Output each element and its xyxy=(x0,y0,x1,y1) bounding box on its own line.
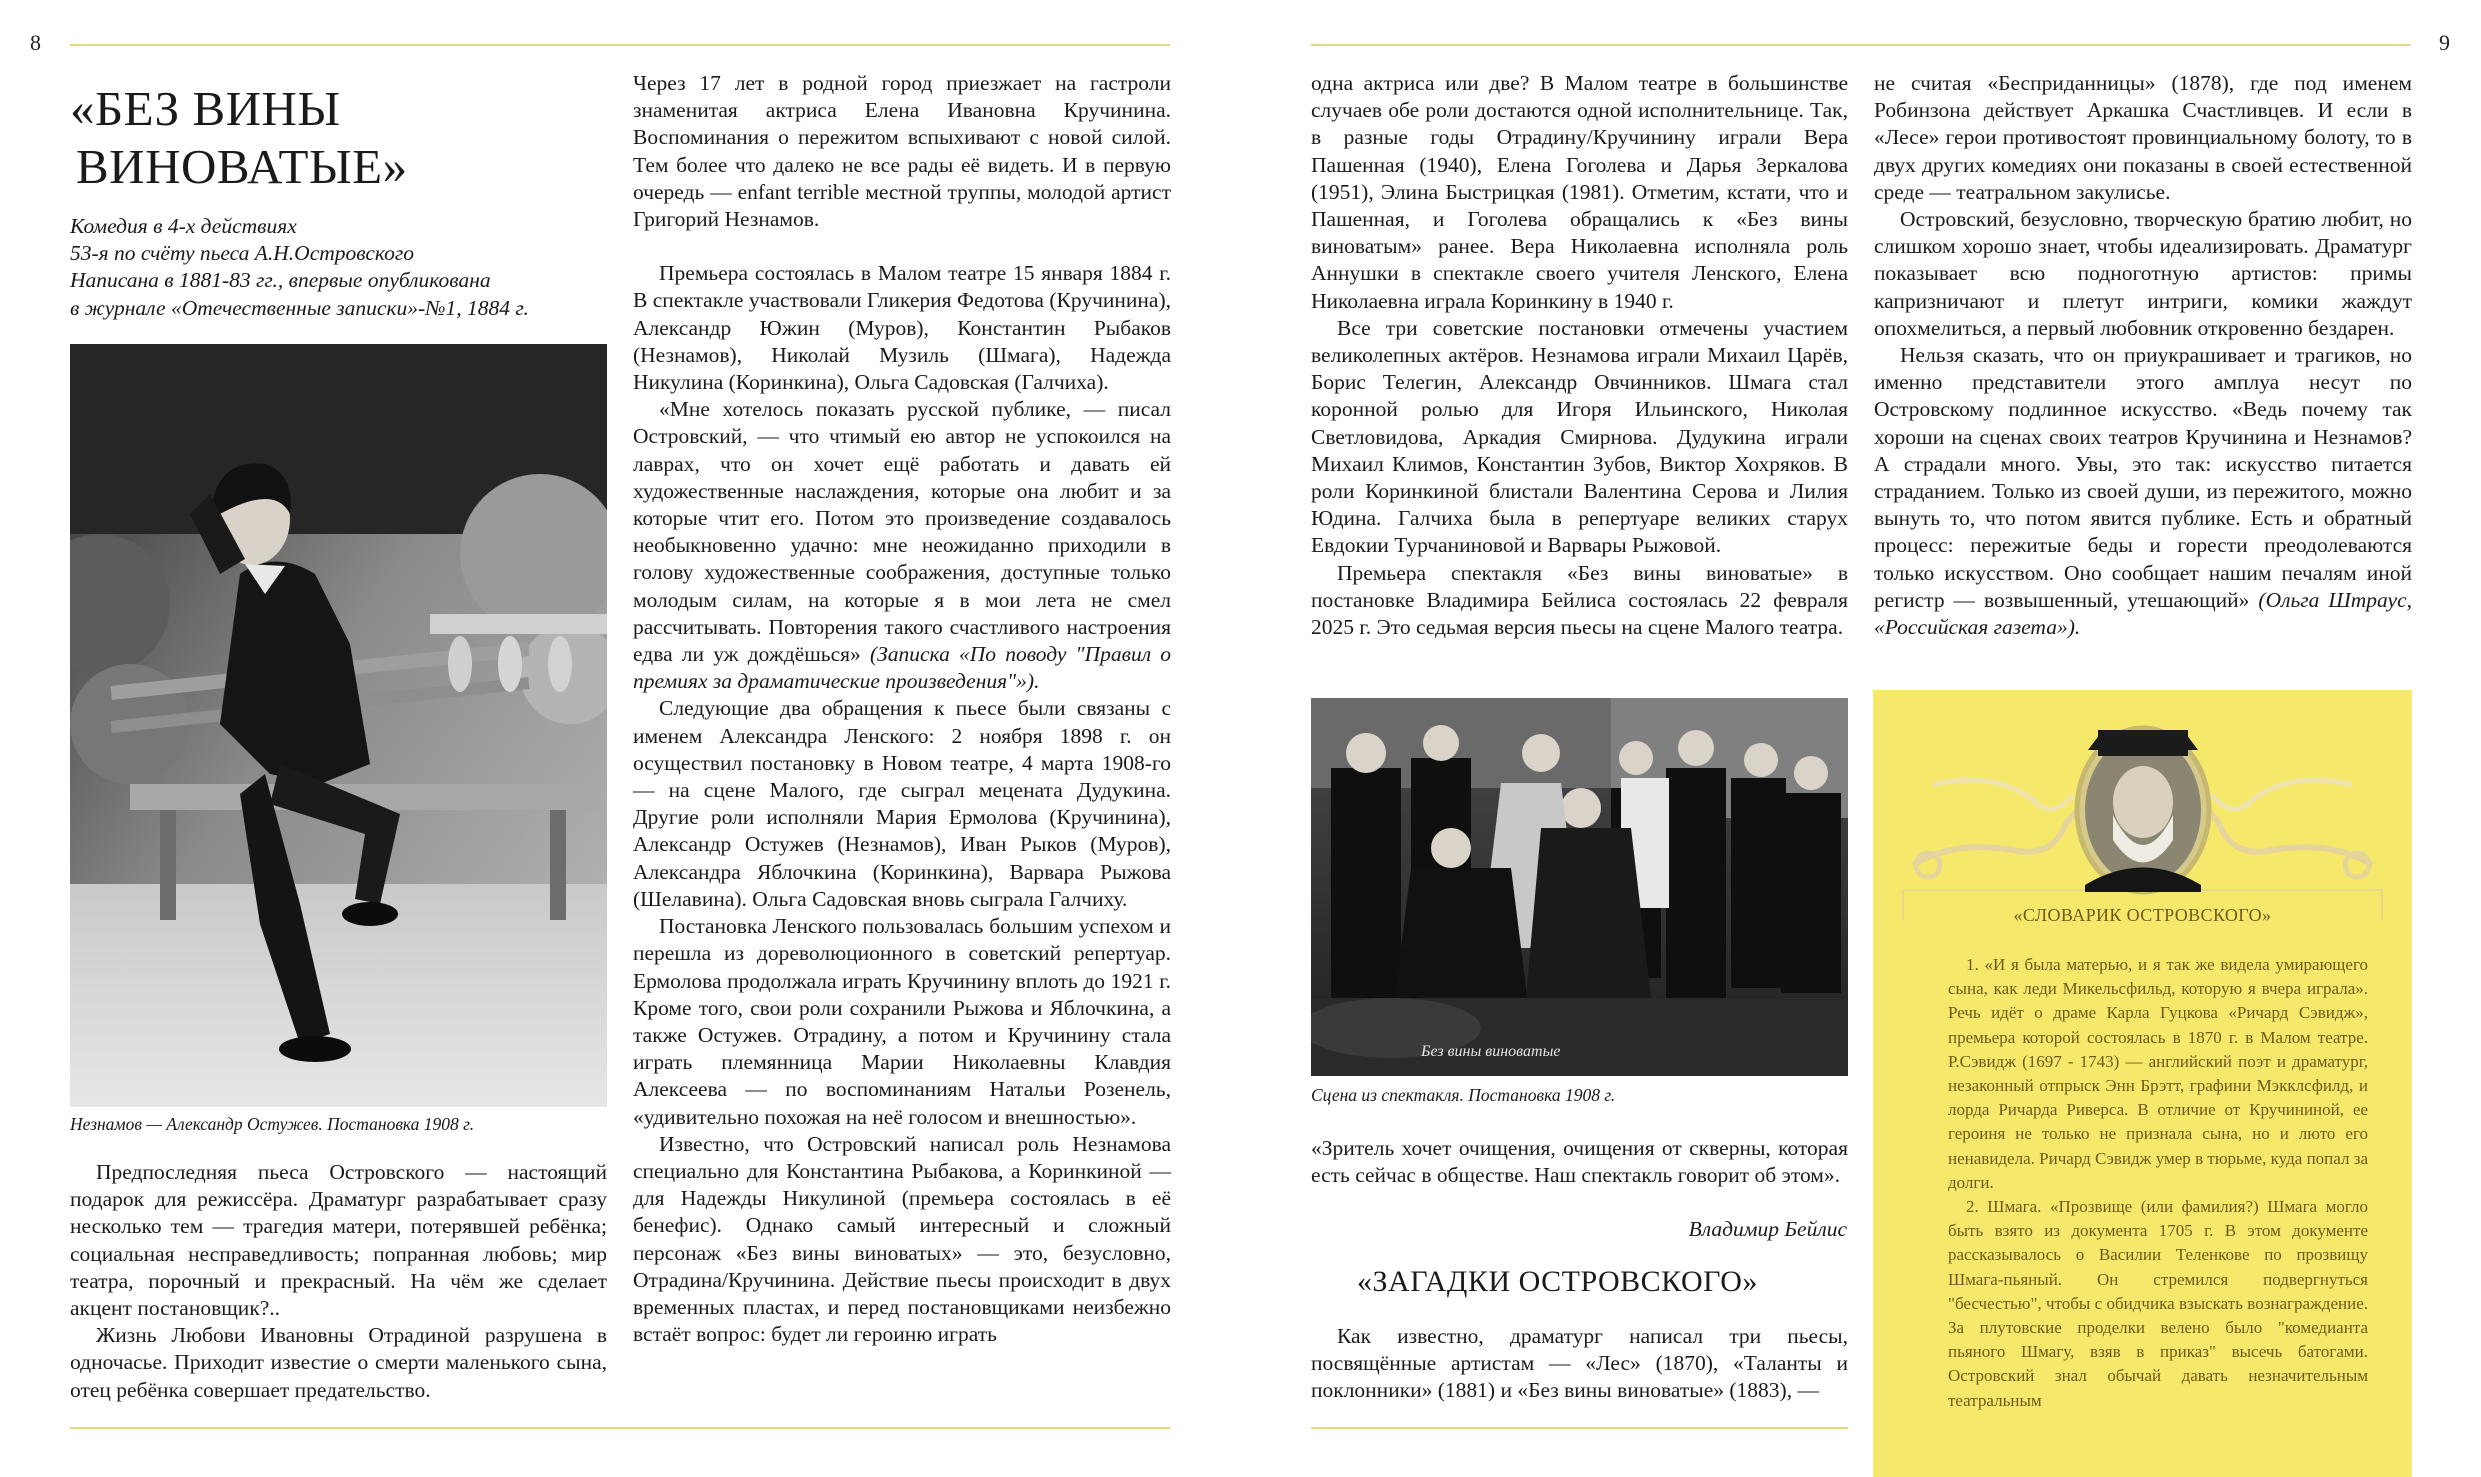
right-column-2 xyxy=(1874,70,2412,641)
subtitle-line: 53-я по счёту пьеса А.Н.Островского xyxy=(70,241,414,266)
top-rule xyxy=(1311,44,2411,46)
stage-photo xyxy=(1311,698,1848,1076)
left-page xyxy=(0,0,1240,1477)
subtitle-line: Комедия в 4-х действиях xyxy=(70,214,297,238)
subtitle-line: Написана в 1881-83 гг., впервые опубликована xyxy=(70,268,491,293)
quote-text: Нельзя сказать, что он приукрашивает и трагиков, но именно представители этого амплуа несут по Островскому подлинное искусство. «Ведь почему так хороши на сценах своих театров Кручинина и Незнамов? А страдали много. Увы, это так: искусство питается страданием. Только из своей души, из пережитого, можно вынуть то, что потом явится публике. Есть и обратный процесс: пережитые беды и горести преодолеваются только искусством. Оно сообщает нашим печалям иной регистр — возвышенный, утешающий» xyxy=(1874,343,2412,612)
quote-source: (Ольга Штраус, «Российская газета»). xyxy=(1874,587,2412,640)
actor-photo-image xyxy=(70,344,607,1107)
paragraph: Постановка Ленского пользовалась большим успехом и перешла из дореволюционного в советский репертуар. Ермолова продолжала играть Кручинину вплоть до 1921 г. Кроме того, свои роли сохранили Рыжова и Яблочкина, а также Остужев. Отрадину, а потом и Кручинину стала играть племянница Марии Николаевны Клавдия Алексеева — по воспоминаниям Натальи Розенель, «удивительно похожая на неё голосом и внешностью». xyxy=(633,914,1171,1129)
ornament-frame xyxy=(1873,690,2412,920)
title-line-2: ВИНОВАТЫЕ» xyxy=(76,139,408,194)
glossary-entry: 1. «И я была матерью, и я так же видела умирающего сына, как леди Микельсфильд, которую я вчера играла». Речь идёт о драме Карла Гуцкова «Ричард Сэвидж», премьера которой состоялась в 1870 г. в Малом театре. Р.Сэвидж (1697 - 1743) — английский поэт и драматург, незаконный отпрыск Энн Брэтт, графини Мэкклсфилд, и лорда Ричарда Риверса. В отличие от Кручининой, ее героиня не только не признала сына, но и люто его ненавидела. Ричард Сэвидж умер в тюрьме, куда попал за долги. xyxy=(1948,955,2368,1192)
paragraph: Через 17 лет в родной город приезжает на гастроли знаменитая актриса Елена Ивановна Кручинина. Воспоминания о пережитом вспыхивают с новой силой. Тем более что далеко не все рады её видеть. И в первую очередь — enfant terrible местной труппы, молодой артист Григорий Незнамов. xyxy=(633,71,1171,232)
paragraph: Премьера спектакля «Без вины виноватые» в постановке Владимира Бейлиса состоялась 22 февраля 2025 г. Это седьмая версия пьесы на сцене Малого театра. xyxy=(1311,560,1848,640)
actor-photo xyxy=(70,344,607,1107)
photo-caption: Незнамов — Александр Остужев. Постановка 1908 г. xyxy=(70,1114,475,1134)
paragraph: Предпоследняя пьеса Островского — настоящий подарок для режиссёра. Драматург разрабатывает сразу несколько тем — трагедия матери, потерявшей ребёнка; социальная несправедливость; попранная любовь; мир театра, порочный и прекрасный. На чём же сделает акцент постановщик?.. xyxy=(70,1160,607,1321)
bottom-rule xyxy=(1311,1427,1848,1429)
sidebar-title: «СЛОВАРИК ОСТРОВСКОГО» xyxy=(2013,905,2272,925)
quote-source: (Записка «По поводу "Правил о премиях за драматические произведения"»). xyxy=(633,642,1172,694)
paragraph: Следующие два обращения к пьесе были связаны с именем Александра Ленского: 2 ноября 1898 г. он осуществил постановку в Новом театре, 4 марта 1908-го — на сцене Малого, где сыграл мецената Дудукина. Другие роли исполняли Мария Ермолова (Кручинина), Александр Остужев (Незнамов), Иван Рыков (Муров), Александра Яблочкина (Коринкина), Варвара Рыжова (Шелавина). Ольга Садовская вновь сыграла Галчиху. xyxy=(633,696,1171,911)
paragraph: Премьера состоялась в Малом театре 15 января 1884 г. В спектакле участвовали Гликерия Федотова (Кручинина), Александр Южин (Муров), Константин Рыбаков (Незнамов), Николай Музиль (Шмага), Надежда Никулина (Коринкина), Ольга Садовская (Галчиха). xyxy=(633,261,1171,395)
paragraph: Все три советские постановки отмечены участием великолепных актёров. Незнамова играли Михаил Царёв, Борис Телегин, Александр Овчинников. Шмага стал коронной ролью для Игоря Ильинского, Николая Светловидова, Аркадия Смирнова. Дудукина играли Михаил Климов, Константин Зубов, Виктор Хохряков. В роли Коринкиной блистали Валентина Серова и Лилия Юдина. Галчиха была в репертуаре великих старух Евдокии Турчаниновой и Варвары Рыжовой. xyxy=(1311,315,1848,558)
quote-author: Владимир Бейлис xyxy=(1688,1217,1847,1241)
quote-paragraph xyxy=(633,396,1171,695)
director-quote xyxy=(1311,1135,1848,1189)
glossary-sidebar xyxy=(1873,690,2412,1477)
article-title xyxy=(70,80,408,196)
subtitle-line: в журнале «Отечественные записки»-№1, 1884 г. xyxy=(70,295,529,320)
left-column-2 xyxy=(633,70,1171,1348)
bottom-rule xyxy=(70,1427,1170,1429)
title-line-1: «БЕЗ ВИНЫ xyxy=(70,81,341,136)
right-column-1 xyxy=(1311,70,1848,641)
right-page xyxy=(1241,0,2481,1477)
paragraph: Островский, безусловно, творческую братию любит, но слишком хорошо знает, чтобы идеализировать. Драматург показывает всю подноготную артистов: примы капризничают и плетут интриги, комики жаждут опохмелиться, а первый любовник откровенно бездарен. xyxy=(1874,207,2412,340)
paragraph: Как известно, драматург написал три пьесы, посвящённые артистам — «Лес» (1870), «Таланты и поклонники» (1881) и «Без вины виноватые» (1883), — xyxy=(1311,1324,1848,1403)
section-title: «ЗАГАДКИ ОСТРОВСКОГО» xyxy=(1357,1265,1758,1298)
left-column-1 xyxy=(70,1159,607,1404)
paragraph: не считая «Бесприданницы» (1878), где под именем Робинзона действует Аркашка Счастливцев. И если в «Лесе» герои противостоят провинциальному болоту, то в двух других комедиях они показаны в своей естественной среде — театральном закулисье. xyxy=(1874,71,2412,204)
photo-caption: Сцена из спектакля. Постановка 1908 г. xyxy=(1311,1085,1616,1105)
page-number: 8 xyxy=(30,30,41,55)
article-subtitle xyxy=(70,213,610,322)
quote-text: «Мне хотелось показать русской публике, — писал Островский, — что чтимый ею автор не успокоился на лаврах, что он хочет ещё работать и давать ей художественные наслаждения, которые она любит и за которые чтит его. Потом это произведение создавалось необыкновенно удачно: мне неожиданно приходили в голову художественные соображения, доступные только молодым силам, на которые я в мои лета не смел рассчитывать. Повторения такого счастливого настроения едва ли уж дождёшься» xyxy=(633,397,1171,667)
quote-text: «Зритель хочет очищения, очищения от скверны, которая есть сейчас в обществе. Наш спектакль говорит об этом». xyxy=(1311,1136,1848,1188)
quote-paragraph xyxy=(1874,342,2412,641)
top-rule xyxy=(70,44,1170,46)
sidebar-text xyxy=(1948,953,2368,1413)
photo-inscription: Без вины виноватые xyxy=(1421,1043,1561,1060)
stage-photo-image xyxy=(1311,698,1848,1076)
page-number: 9 xyxy=(2439,30,2450,55)
paragraph: Жизнь Любови Ивановны Отрадиной разрушена в одночасье. Приходит известие о смерти маленького сына, отец ребёнка совершает предательство. xyxy=(70,1323,607,1402)
paragraph: одна актриса или две? В Малом театре в большинстве случаев обе роли достаются одной исполнительнице. Так, в разные годы Отрадину/Кручинину играли Вера Пашенная (1940), Елена Гоголева и Дарья Зеркалова (1951), Элина Быстрицкая (1981). Отметим, кстати, что и Пашенная, и Гоголева обращались к «Без вины виноватым» ранее. Вера Николаевна исполняла роль Аннушки в спектакле своего учителя Ленского, Елена Николаевна играла Коринкину в 1940 г. xyxy=(1311,71,1848,313)
glossary-entry: 2. Шмага. «Прозвище (или фамилия?) Шмага могло быть взято из документа 1705 г. В этом документе рассказывалось о Василии Теленкове по прозвищу Шмага-пьяный. Он стремился подвергнуться "бесчестью", чтобы с обидчика взыскать вознаграждение. За плутовские проделки велено было "комедианта пьяного Шмагу, взяв в приказ" высечь батогами. Островский знал обычай давать незначительным театральным xyxy=(1948,1197,2368,1410)
right-column-1-bottom xyxy=(1311,1323,1848,1405)
paragraph: Известно, что Островский написал роль Незнамова специально для Константина Рыбакова, а Коринкиной — для Надежды Никулиной (премьера состоялась в её бенефис). Однако самый интересный и сложный персонаж «Без вины виноватых» — это, безусловно, Отрадина/Кручинина. Действие пьесы происходит в двух временных пластах, и перед постановщиками неизбежно встаёт вопрос: будет ли героиню играть xyxy=(633,1131,1171,1347)
